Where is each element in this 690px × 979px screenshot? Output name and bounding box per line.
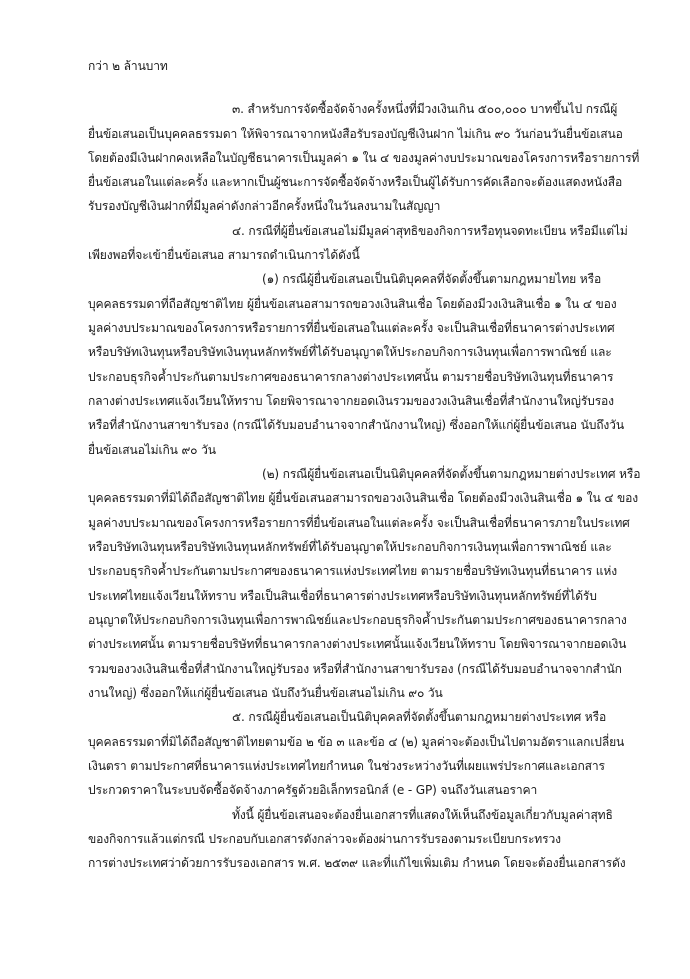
text-line-4: โดยต้องมีเงินฝากคงเหลือในบัญชีธนาคารเป็นมูลค่า ๑ ใน ๔ ของมูลค่างบประมาณของโครงการหรือรายการที่: [88, 151, 640, 165]
text-line-26: งานใหญ่) ซึ่งออกให้แก่ผู้ยื่นข้อเสนอ นับถึงวันยื่นข้อเสนอไม่เกิน ๙๐ วัน: [88, 686, 443, 700]
text-line-10: บุคคลธรรมดาที่ถือสัญชาติไทย ผู้ยื่นข้อเสนอสามารถขอวงเงินสินเชื่อ โดยต้องมีวงเงินสินเชื่อ ๑ ใน ๔ ของ: [88, 297, 617, 311]
text-line-13: ประกอบธุรกิจค้ำประกันตามประกาศของธนาคารกลางต่างประเทศนั้น ตามรายชื่อบริษัทเงินทุนที่ธนาคาร: [88, 370, 614, 384]
text-line-11: มูลค่างบประมาณของโครงการหรือรายการที่ยื่นข้อเสนอในแต่ละครั้ง จะเป็นสินเชื่อที่ธนาคารต่างประเทศ: [88, 321, 615, 335]
text-line-27: ๕. กรณีผู้ยื่นข้อเสนอเป็นนิติบุคคลที่จัดตั้งขึ้นตามกฎหมายต่างประเทศ หรือ: [232, 710, 607, 724]
text-line-28: บุคคลธรรมดาที่มิได้ถือสัญชาติไทยตามข้อ ๒ ข้อ ๓ และข้อ ๔ (๒) มูลค่าจะต้องเป็นไปตามอัตราแลกเปลี่ยน: [88, 735, 625, 749]
text-line-17: (๒) กรณีผู้ยื่นข้อเสนอเป็นนิติบุคคลที่จัดตั้งขึ้นตามกฎหมายต่างประเทศ หรือ: [262, 467, 641, 481]
text-line-25: รวมของวงเงินสินเชื่อที่สำนักงานใหญ่รับรอง หรือที่สำนักงานสาขารับรอง (กรณีได้รับมอบอำนาจจากสำนัก: [88, 662, 622, 676]
text-line-7: ๔. กรณีที่ผู้ยื่นข้อเสนอไม่มีมูลค่าสุทธิของกิจการหรือทุนจดทะเบียน หรือมีแต่ไม่: [232, 224, 628, 238]
text-line-30: ประกวดราคาในระบบจัดซื้อจัดจ้างภาครัฐด้วยอิเล็กทรอนิกส์ (e - GP) จนถึงวันเสนอราคา: [88, 783, 538, 797]
text-line-18: บุคคลธรรมดาที่มิได้ถือสัญชาติไทย ผู้ยื่นข้อเสนอสามารถขอวงเงินสินเชื่อ โดยต้องมีวงเงินสินเชื่อ ๑ ใน ๔ ของ: [88, 491, 638, 505]
text-line-24: ต่างประเทศนั้น ตามรายชื่อบริษัทที่ธนาคารกลางต่างประเทศนั้นแจ้งเวียนให้ทราบ โดยพิจารณาจากยอดเงิน: [88, 637, 627, 651]
text-line-31: ทั้งนี้ ผู้ยื่นข้อเสนอจะต้องยื่นเอกสารที่แสดงให้เห็นถึงข้อมูลเกี่ยวกับมูลค่าสุทธิ: [232, 808, 613, 822]
text-line-6: รับรองบัญชีเงินฝากที่มีมูลค่าดังกล่าวอีกครั้งหนึ่งในวันลงนามในสัญญา: [88, 199, 441, 213]
text-line-12: หรือบริษัทเงินทุนหรือบริษัทเงินทุนหลักทรัพย์ที่ได้รับอนุญาตให้ประกอบกิจการเงินทุนเพื่อการพาณิชย์ และ: [88, 345, 612, 359]
text-line-20: หรือบริษัทเงินทุนหรือบริษัทเงินทุนหลักทรัพย์ที่ได้รับอนุญาตให้ประกอบกิจการเงินทุนเพื่อการพาณิชย์ และ: [88, 540, 612, 554]
text-line-33: การต่างประเทศว่าด้วยการรับรองเอกสาร พ.ศ. ๒๕๓๙ และที่แก้ไขเพิ่มเติม กำหนด โดยจะต้องยื่นเอกสารดัง: [88, 856, 626, 870]
text-line-16: ยื่นข้อเสนอไม่เกิน ๙๐ วัน: [88, 443, 216, 457]
text-line-8: เพียงพอที่จะเข้ายื่นข้อเสนอ สามารถดำเนินการได้ดังนี้: [88, 248, 360, 262]
text-line-5: ยื่นข้อเสนอในแต่ละครั้ง และหากเป็นผู้ชนะการจัดซื้อจัดจ้างหรือเป็นผู้ได้รับการคัดเลือกจะต้องแสดงหนังสือ: [88, 175, 623, 189]
text-line-29: เงินตรา ตามประกาศที่ธนาคารแห่งประเทศไทยกำหนด ในช่วงระหว่างวันที่เผยแพร่ประกาศและเอกสาร: [88, 759, 605, 773]
text-line-14: กลางต่างประเทศแจ้งเวียนให้ทราบ โดยพิจารณาจากยอดเงินรวมของวงเงินสินเชื่อที่สำนักงานใหญ่รับรอง: [88, 394, 614, 408]
text-line-9: (๑) กรณีผู้ยื่นข้อเสนอเป็นนิติบุคคลที่จัดตั้งขึ้นตามกฎหมายไทย หรือ: [262, 272, 602, 286]
text-line-21: ประกอบธุรกิจค้ำประกันตามประกาศของธนาคารแห่งประเทศไทย ตามรายชื่อบริษัทเงินทุนที่ธนาคาร แห่ง: [88, 564, 617, 578]
text-line-1: กว่า ๒ ล้านบาท: [88, 59, 168, 73]
text-line-3: ยื่นข้อเสนอเป็นบุคคลธรรมดา ให้พิจารณาจากหนังสือรับรองบัญชีเงินฝาก ไม่เกิน ๙๐ วันก่อนวันยื่นข้อเสนอ: [88, 127, 623, 141]
text-line-19: มูลค่างบประมาณของโครงการหรือรายการที่ยื่นข้อเสนอในแต่ละครั้ง จะเป็นสินเชื่อที่ธนาคารภายในประเทศ: [88, 516, 630, 530]
text-line-32: ของกิจการแล้วแต่กรณี ประกอบกับเอกสารดังกล่าวจะต้องผ่านการรับรองตามระเบียบกระทรวง: [88, 832, 561, 846]
text-line-23: อนุญาตให้ประกอบกิจการเงินทุนเพื่อการพาณิชย์และประกอบธุรกิจค้ำประกันตามประกาศของธนาคารกลาง: [88, 613, 627, 627]
text-line-22: ประเทศไทยแจ้งเวียนให้ทราบ หรือเป็นสินเชื่อที่ธนาคารต่างประเทศหรือบริษัทเงินทุนหลักทรัพย์ที่ได้รับ: [88, 589, 597, 603]
text-line-15: หรือที่สำนักงานสาขารับรอง (กรณีได้รับมอบอำนาจจากสำนักงานใหญ่) ซึ่งออกให้แก่ผู้ยื่นข้อเสนอ นับถึงวัน: [88, 418, 624, 432]
text-line-2: ๓. สำหรับการจัดซื้อจัดจ้างครั้งหนึ่งที่มีวงเงินเกิน ๕๐๐,๐๐๐ บาทขึ้นไป กรณีผู้: [232, 102, 618, 116]
